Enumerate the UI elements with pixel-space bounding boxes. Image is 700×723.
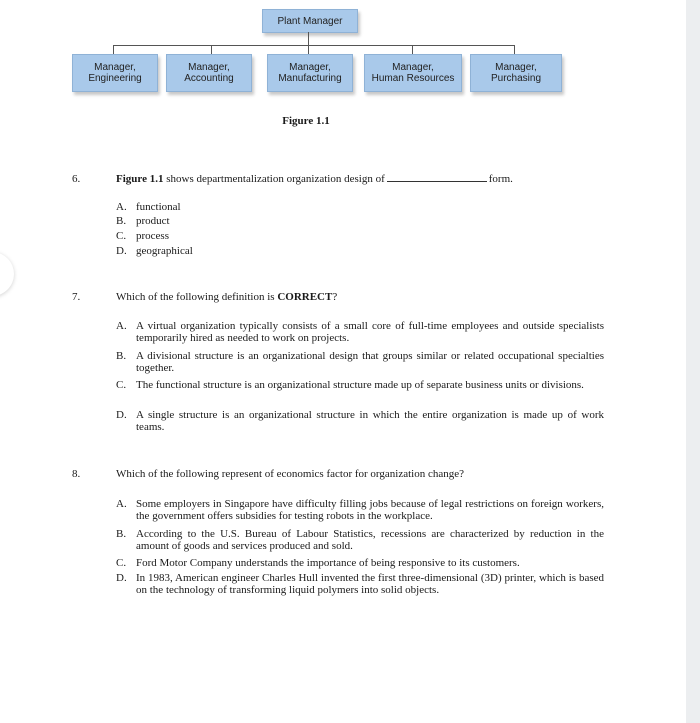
org-connector xyxy=(113,45,114,54)
org-connector xyxy=(113,45,514,46)
option-text: product xyxy=(136,215,170,227)
stem-text: shows departmentalization organization design of xyxy=(163,173,385,185)
answer-blank xyxy=(387,181,487,182)
side-panel-handle[interactable] xyxy=(0,252,14,296)
option-letter: B. xyxy=(116,350,127,362)
option-d xyxy=(116,245,604,257)
option-text: process xyxy=(136,230,169,242)
option-letter: D. xyxy=(116,245,127,257)
option-b xyxy=(116,215,604,227)
org-box-engineering: Manager, Engineering xyxy=(72,54,158,92)
option-c xyxy=(116,379,604,391)
option-letter: A. xyxy=(116,320,127,332)
figure-caption: Figure 1.1 xyxy=(282,115,330,127)
stem-end: ? xyxy=(332,291,338,303)
option-letter: B. xyxy=(116,528,127,540)
option-a xyxy=(116,498,604,522)
option-letter: D. xyxy=(116,572,127,584)
option-text: In 1983, American engineer Charles Hull invented the first three-dimensional (3D) printer, which is based on the technology of transforming liquid polymers into solid objects. xyxy=(136,572,604,596)
option-text: geographical xyxy=(136,245,193,257)
option-letter: A. xyxy=(116,201,127,213)
question-stem xyxy=(116,173,513,185)
option-d xyxy=(116,409,604,433)
option-text: According to the U.S. Bureau of Labour Statistics, recessions are characterized by reduction in the amount of goods and services produced and sold. xyxy=(136,528,604,552)
stem-end: form. xyxy=(488,173,513,185)
org-connector xyxy=(514,45,515,54)
option-b xyxy=(116,528,604,552)
stem-emphasis: CORRECT xyxy=(277,291,333,303)
org-connector xyxy=(308,45,309,54)
option-text: Some employers in Singapore have difficulty filling jobs because of legal restrictions on foreign workers, the government offers subsidies for testing robots in the workplace. xyxy=(136,498,604,522)
option-text: functional xyxy=(136,201,181,213)
org-connector xyxy=(308,32,309,45)
option-letter: C. xyxy=(116,230,127,242)
option-letter: A. xyxy=(116,498,127,510)
option-c xyxy=(116,230,604,242)
org-box-accounting: Manager, Accounting xyxy=(166,54,252,92)
option-text: A divisional structure is an organizational design that groups similar or related occupational specialties together. xyxy=(136,350,604,374)
org-connector xyxy=(412,45,413,54)
option-letter: C. xyxy=(116,379,127,391)
org-box-plant-manager: Plant Manager xyxy=(262,9,358,33)
org-connector xyxy=(211,45,212,54)
option-c xyxy=(116,557,604,569)
org-box-purchasing: Manager, Purchasing xyxy=(470,54,562,92)
option-a xyxy=(116,320,604,344)
option-b xyxy=(116,350,604,374)
option-text: A single structure is an organizational structure in which the entire organization is made up of work teams. xyxy=(136,409,604,433)
question-number: 6. xyxy=(72,173,81,185)
option-letter: D. xyxy=(116,409,127,421)
org-box-manufacturing: Manager, Manufacturing xyxy=(267,54,353,92)
option-text: A virtual organization typically consists of a small core of full-time employees and outside specialists temporarily hired as needed to work on projects. xyxy=(136,320,604,344)
stem-text: Which of the following definition is xyxy=(116,291,278,303)
option-a xyxy=(116,201,604,213)
question-stem xyxy=(116,291,337,303)
viewer-edge xyxy=(686,0,700,723)
option-text: Ford Motor Company understands the importance of being responsive to its customers. xyxy=(136,557,520,569)
org-box-human-resources: Manager, Human Resources xyxy=(364,54,462,92)
option-letter: B. xyxy=(116,215,127,227)
question-number: 8. xyxy=(72,468,81,480)
question-stem: Which of the following represent of economics factor for organization change? xyxy=(116,468,464,480)
option-letter: C. xyxy=(116,557,127,569)
figure-reference: Figure 1.1 xyxy=(116,173,164,185)
question-number: 7. xyxy=(72,291,81,303)
option-text: The functional structure is an organizational structure made up of separate business units or divisions. xyxy=(136,379,584,391)
option-d xyxy=(116,572,604,596)
